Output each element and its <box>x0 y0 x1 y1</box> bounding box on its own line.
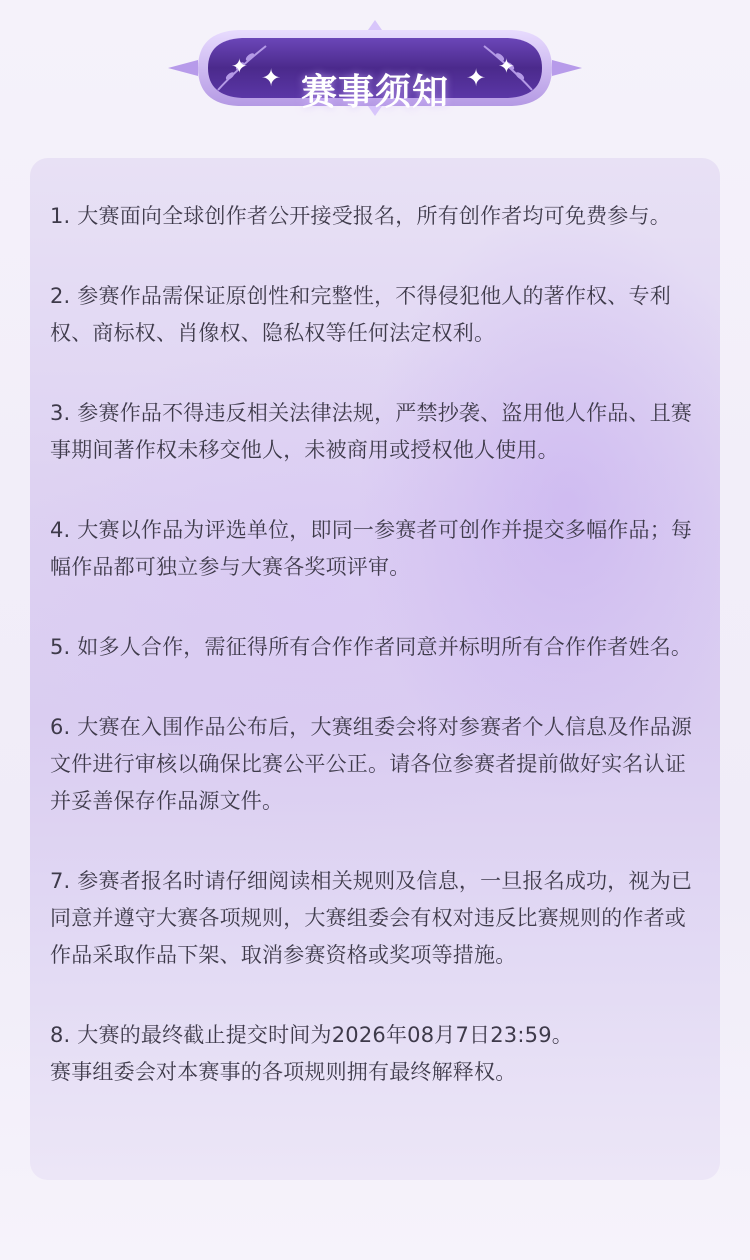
rule-item <box>50 278 700 352</box>
rule-item <box>50 709 700 820</box>
rule-item <box>50 512 700 586</box>
rule-item <box>50 863 700 974</box>
title-banner <box>168 18 582 118</box>
rule-text: 8. 大赛的最终截止提交时间为2026年08月7日23:59。 <box>50 1023 573 1047</box>
rule-text: 5. 如多人合作，需征得所有合作作者同意并标明所有合作作者姓名。 <box>50 635 693 659</box>
sparkle-icon: ✦ <box>231 54 248 78</box>
rule-text: 7. 参赛者报名时请仔细阅读相关规则及信息，一旦报名成功，视为已同意并遵守大赛各项规则，大赛组委会有权对违反比赛规则的作者或作品采取作品下架、取消参赛资格或奖项等措施。 <box>50 869 693 967</box>
rule-item <box>50 198 700 235</box>
rule-text: 4. 大赛以作品为评选单位，即同一参赛者可创作并提交多幅作品；每幅作品都可独立参与大赛各奖项评审。 <box>50 518 693 579</box>
rules-list <box>50 198 700 1091</box>
rule-item <box>50 1017 700 1091</box>
rule-text: 6. 大赛在入围作品公布后，大赛组委会将对参赛者个人信息及作品源文件进行审核以确保比赛公平公正。请各位参赛者提前做好实名认证并妥善保存作品源文件。 <box>50 715 693 813</box>
sparkle-icon: ✦ <box>498 54 515 78</box>
rules-card <box>30 158 720 1180</box>
rule-text: 1. 大赛面向全球创作者公开接受报名，所有创作者均可免费参与。 <box>50 204 671 228</box>
sparkle-icon: ✦ <box>466 64 487 92</box>
rule-text: 赛事组委会对本赛事的各项规则拥有最终解释权。 <box>50 1060 517 1084</box>
rule-item <box>50 629 700 666</box>
rule-item <box>50 395 700 469</box>
rule-text: 2. 参赛作品需保证原创性和完整性，不得侵犯他人的著作权、专利权、商标权、肖像权、隐私权等任何法定权利。 <box>50 284 671 345</box>
rule-text: 3. 参赛作品不得违反相关法律法规，严禁抄袭、盗用他人作品、且赛事期间著作权未移交他人，未被商用或授权他人使用。 <box>50 401 693 462</box>
page-title: 赛事须知 <box>300 72 449 113</box>
sparkle-icon: ✦ <box>261 64 282 92</box>
